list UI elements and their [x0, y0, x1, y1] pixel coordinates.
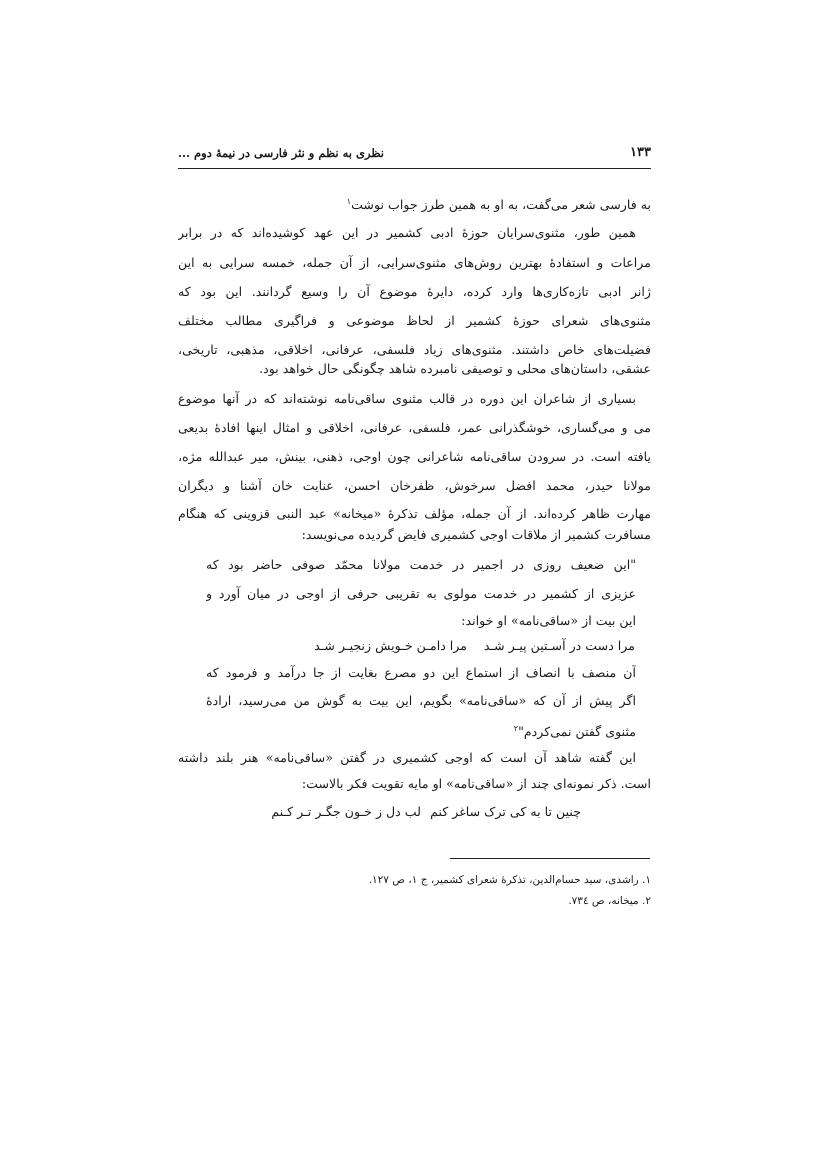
text-line: است. ذکر نمونه‌ای چند از «ساقی‌نامه» او مایه تقویت فکر بالاست: [301, 776, 651, 791]
footnote-2: ۲. میخانه، ص ۷۳٤. [568, 895, 651, 907]
text-line: ژانر ادبی تازه‌کاری‌ها وارد کرده، دایرهٔ موضوع آن را وسیع گردانند. این بود که [178, 284, 651, 299]
text-line: مولانا حیدر، محمد افضل سرخوش، ظفرخان احسن، عنایت خان آشنا و دیگران [178, 478, 651, 493]
verse-line [178, 635, 651, 659]
quote-line: "این ضعیف روزی در اجمیر در خدمت مولانا محمّد صوفی حاضر بود که [206, 557, 636, 572]
text-line: می و می‌گساری، خوشگذرانی عمر، فلسفی، عرفانی، اخلاقی و امثال اینها افادهٔ بدیعی [178, 420, 651, 435]
quote-line: مثنوی گفتن نمی‌کردم"$^۲$ [513, 724, 636, 740]
text-line: مسافرت کشمیر از ملاقات اوجی کشمیری فایض گردیده می‌نویسد: [301, 527, 651, 542]
text-line: مثنوی‌های شعرای حوزهٔ کشمیر از لحاظ موضوعی و فراگیری مطالب مختلف [178, 313, 651, 328]
verse-hemistich: مرا دامـن خـویش زنجیـر شـد [314, 638, 467, 653]
text-line: بسیاری از شاعران این دوره در قالب مثنوی ساقی‌نامه نوشته‌اند که در آنها موضوع [178, 391, 636, 406]
text-line: مراعات و استفادهٔ بهترین روش‌های مثنوی‌سرایی، از آن جمله، خمسه سرایی به این [178, 255, 651, 270]
verse-hemistich: چنین تا به کی ترک ساغر کنم [430, 804, 581, 819]
text-line: فضیلت‌های خاص داشتند. مثنوی‌های زیاد فلسفی، عرفانی، اخلاقی، مذهبی، تاریخی، [178, 342, 651, 357]
text-line: عشقی، داستان‌های محلی و توصیفی نامبرده شاهد چگونگی حال خواهد بود. [259, 361, 651, 376]
footnote-separator [450, 858, 650, 859]
quote-line: عزیزی از کشمیر در خدمت مولوی به تقریبی حرفی از اوجی در میان آورد و [206, 586, 636, 601]
text-line: یافته است. در سرودن ساقی‌نامه شاعرانی چون اوجی، ذهنی، بینش، میر عبدالله مژه، [178, 449, 651, 464]
verse-line [178, 801, 651, 825]
quote-line: اگر پیش از آن که «ساقی‌نامه» بگویم، این بیت به گوش من می‌رسید، ارادهٔ [206, 693, 636, 708]
text-line: همین طور، مثنوی‌سرایان حوزهٔ ادبی کشمیر در این عهد کوشیده‌اند که در برابر [178, 225, 636, 240]
footnote-1: ۱. راشدی، سید حسام‌الدین، تذکرهٔ شعرای کشمیر، ج ۱، ص ۱۲۷. [368, 874, 651, 886]
verse-hemistich: لب دل ز خـون جگـر تـر کـنم [271, 804, 421, 819]
running-title: نظری به نظم و نثر فارسی در نیمهٔ دوم ... [178, 146, 384, 160]
footnote-ref-2: ۲ [513, 724, 519, 733]
quote-line: آن منصف با انصاف از استماع این دو مصرع بغایت از جا درآمد و فرمود که [206, 665, 636, 680]
page-number: ۱۳۳ [630, 145, 651, 160]
page-header [178, 142, 651, 169]
verse-hemistich: مرا دست در آسـتین پیـر شـد [483, 638, 635, 653]
footnote-ref-1: ۱ [346, 197, 352, 206]
text-line: مهارت ظاهر کرده‌اند. از آن جمله، مؤلف تذکرهٔ «میخانه» عبد النبی قزوینی که هنگام [178, 506, 651, 521]
text-line: این گفته شاهد آن است که اوجی کشمیری در گفتن «ساقی‌نامه» هنر بلند داشته [178, 750, 636, 765]
text-line: به فارسی شعر می‌گفت، به او به همین طرز جواب نوشت$^۱$ [346, 197, 651, 213]
quote-line: این بیت از «ساقی‌نامه» او خواند: [461, 613, 636, 628]
